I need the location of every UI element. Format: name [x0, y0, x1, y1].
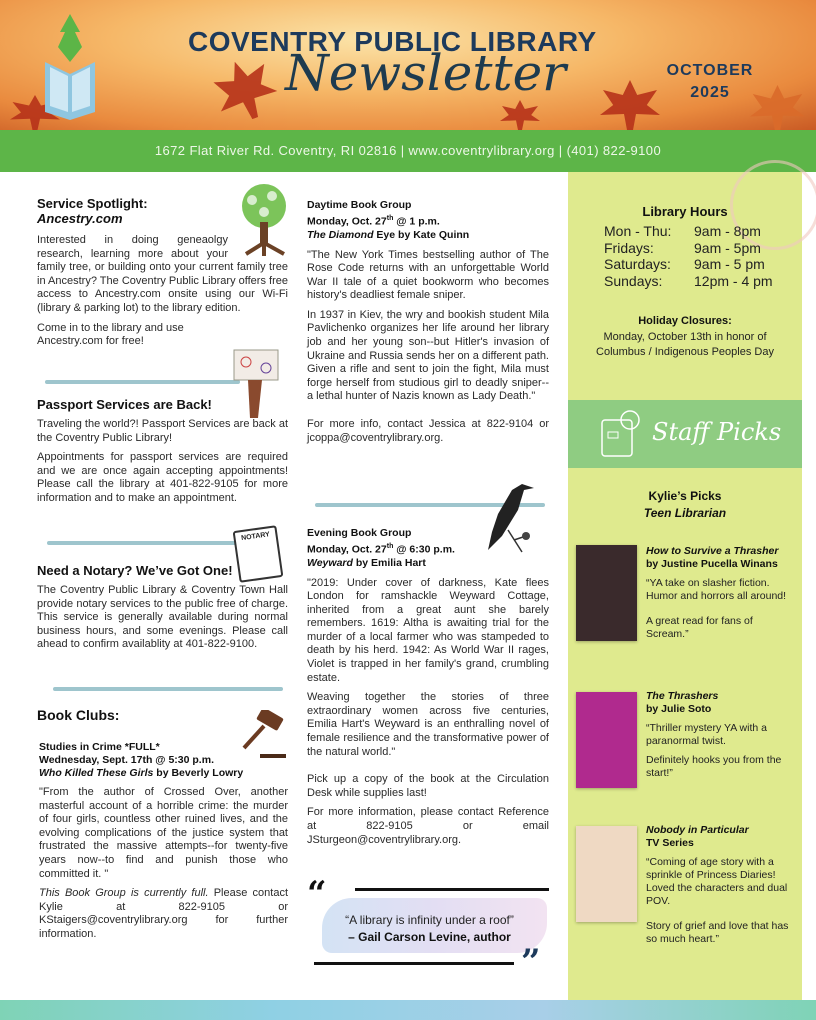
book-thumbs-up-icon	[600, 408, 644, 460]
pick-item	[646, 690, 796, 780]
hours-time: 9am - 5pm	[694, 239, 761, 256]
paragraph: Pick up a copy of the book at the Circulation Desk while supplies last!	[307, 773, 549, 799]
notary-icon: NOTARY	[233, 525, 284, 583]
hours-row	[604, 256, 773, 273]
leaf-decoration	[600, 80, 660, 130]
club-book	[39, 767, 288, 780]
hours-row	[604, 240, 773, 257]
book-title: Who Killed These Girls	[39, 767, 154, 779]
open-quote-icon: “	[307, 874, 327, 914]
passport-section	[37, 397, 288, 506]
book-clubs-section	[37, 707, 288, 942]
leaf-decoration	[207, 52, 284, 129]
paragraph	[39, 887, 288, 941]
library-name: COVENTRY PUBLIC LIBRARY	[188, 26, 597, 57]
quote-text: “A library is infinity under a roof”	[345, 913, 514, 927]
pick-title: The Thrashers	[646, 690, 719, 702]
issue-month: OCTOBER	[666, 62, 754, 79]
staff-picks-title: Staff Picks	[652, 418, 782, 446]
section-divider	[45, 380, 240, 384]
hours-table	[604, 223, 773, 289]
full-notice: This Book Group is currently full.	[39, 887, 209, 900]
pick-review: “YA take on slasher fiction. Humor and horrors all around!	[646, 577, 787, 602]
section-divider	[47, 541, 242, 545]
newsletter-script-title: Newsletter	[285, 44, 567, 102]
hours-row	[604, 273, 773, 290]
holiday-text: Monday, October 13th in honor of Columbus / Indigenous Peoples Day	[596, 330, 774, 358]
paragraph: Appointments for passport services are required and we are once again accepting appointments! Please call the library at 401-822-9105 for more information and to make an appointment.	[37, 451, 288, 504]
issue-year: 2025	[690, 84, 730, 101]
hours-day: Fridays:	[604, 239, 654, 256]
pick-item	[646, 545, 796, 641]
pick-review: Story of grief and love that has so much heart.”	[646, 920, 789, 945]
hours-time: 9am - 5 pm	[694, 256, 765, 272]
pick-review: “Coming of age story with a sprinkle of Princess Diaries! Loved the characters and dual POV.	[646, 856, 788, 907]
holiday-closures	[568, 314, 802, 361]
holiday-title: Holiday Closures:	[638, 315, 732, 327]
quote-block	[307, 874, 552, 982]
paragraph: "From the author of Crossed Over, another masterful account of a horrible crime: the murder of four girls, countless other ruined lives, and the evolving complications of the justice system that frustrated the massive attempts--for twenty-five years now--to find and punish those who committed it. "	[39, 786, 288, 880]
group-book	[307, 229, 549, 242]
paragraph: Weaving together the stories of three extraordinary women across five centuries, Emilia Hart's Weyward is an enthralling novel of female resilience and the transformative power of the natural world."	[307, 691, 549, 758]
pick-byline: TV Series	[646, 837, 694, 849]
paragraph: Interested in doing geneaolgy research, learning more about your family tree, or building onto your current family tree in Ancestry? The Coventry Public Library offers free access to Ancestry.com onsite using our Wi-Fi (library & parking lot) to the library edition.	[37, 234, 288, 314]
library-book-logo	[40, 12, 100, 122]
footer-strip	[0, 1000, 816, 1020]
group-date	[307, 540, 549, 557]
pick-review: Definitely hooks you from the start!”	[646, 754, 782, 779]
pick-title: How to Survive a Thrasher	[646, 545, 779, 557]
group-name: Daytime Book Group	[307, 199, 412, 211]
hours-title: Library Hours	[642, 204, 728, 219]
group-name: Evening Book Group	[307, 527, 412, 539]
pick-review: A great read for fans of Scream.”	[646, 615, 753, 640]
paragraph: The Coventry Public Library & Coventry Town Hall provide notary services to the public free of charge. This service is generally available during normal business hours, and some evenings. Please call ahead to confirm availablity at 401-822-9100.	[37, 584, 288, 651]
picker-heading	[568, 488, 802, 522]
section-title: Need a Notary? We’ve Got One!	[37, 563, 233, 578]
pick-title: Nobody in Particular	[646, 824, 749, 836]
book-title: Weyward	[307, 556, 353, 569]
paragraph: For more info, contact Jessica at 822-9104 or jcoppa@coventrylibrary.org.	[307, 418, 549, 444]
pick-byline: by Julie Soto	[646, 703, 712, 715]
hours-time: 12pm - 4 pm	[694, 272, 773, 289]
header-banner	[0, 0, 816, 130]
quote-rule	[314, 962, 514, 965]
book-author: Eye by Kate Quinn	[373, 228, 470, 241]
date: Monday, Oct. 27	[307, 543, 387, 556]
service-spotlight-section	[37, 196, 288, 349]
pick-byline: by Justine Pucella Winans	[646, 558, 778, 570]
leaf-decoration	[750, 85, 805, 130]
date-suffix: th	[386, 543, 394, 550]
date-suffix: th	[386, 215, 394, 222]
hours-day: Saturdays:	[604, 256, 671, 272]
quote-attribution: – Gail Carson Levine, author	[348, 930, 511, 944]
hours-day: Mon - Thu:	[604, 223, 672, 239]
section-title: Service Spotlight:	[37, 196, 148, 211]
close-quote-icon: ”	[521, 942, 541, 982]
family-tree-icon	[234, 182, 294, 258]
evening-book-group	[307, 527, 549, 847]
section-title: Passport Services are Back!	[37, 397, 212, 412]
picker-role: Teen Librarian	[643, 506, 727, 520]
book-cover	[576, 692, 637, 788]
quote-rule	[355, 888, 549, 891]
book-author: by Emilia Hart	[352, 556, 426, 569]
time: @ 6:30 p.m.	[393, 543, 455, 556]
hours-day: Sundays:	[604, 272, 663, 289]
paragraph: "The New York Times bestselling author of The Rose Code returns with an unforgettable World War II tale of a quiet bookworm who becomes history's deadliest female sniper.	[307, 248, 549, 302]
paragraph: In 1937 in Kiev, the wry and bookish student Mila Pavlichenko organizes her life around her library job and her young son--but Hitler's invasion of Ukraine and Russia sends her on a different path. Given a rifle and sent to join the fight, Mila must forge herself from studious girl to deadly sniper--a lethal hunter of Nazis known as Lady Death."	[307, 308, 549, 403]
section-subtitle: Ancestry.com	[37, 211, 123, 226]
club-name: Studies in Crime *FULL*	[39, 741, 160, 753]
section-divider	[53, 687, 283, 691]
date: Monday, Oct. 27	[307, 215, 387, 228]
paragraph: "2019: Under cover of darkness, Kate flees London for ramshackle Weyward Cottage, inherited from a great aunt she barely remembers. 1619: Altha is awaiting trial for the murder of a local farmer who was stampeded to death by his herd. 1942: As World War II rages, Violet is trapped in her family's grand, crumbling estate.	[307, 576, 549, 684]
paragraph: Traveling the world?! Passport Services are back at the Coventry Public Library!	[37, 418, 288, 444]
book-cover	[576, 545, 637, 641]
hours-time: 9am - 8pm	[694, 223, 761, 239]
group-date	[307, 212, 549, 229]
club-date: Wednesday, Sept. 17th @ 5:30 p.m.	[39, 754, 214, 766]
daytime-book-group	[307, 199, 549, 445]
notary-section	[37, 563, 288, 652]
book-cover	[576, 826, 637, 922]
paragraph: Come in to the library and use Ancestry.com for free!	[37, 321, 184, 348]
book-author: by Beverly Lowry	[153, 767, 244, 779]
leaf-decoration	[500, 100, 540, 130]
section-title: Book Clubs:	[37, 707, 120, 723]
book-title: The Diamond	[307, 228, 374, 241]
contact-text: Please contact Kylie at 822-9105 or KStaigers@coventrylibrary.org for further information.	[39, 887, 288, 940]
contact-bar: 1672 Flat River Rd. Coventry, RI 02816 | www.coventrylibrary.org | (401) 822-9100	[0, 130, 816, 172]
staff-picks-banner	[568, 400, 802, 468]
issue-date	[665, 60, 755, 104]
group-book	[307, 557, 549, 570]
pick-review: “Thriller mystery YA with a paranormal twist.	[646, 722, 767, 747]
hours-row	[604, 223, 773, 240]
time: @ 1 p.m.	[393, 215, 440, 228]
paragraph: For more information, please contact Reference at 822-9105 or email JSturgeon@coventrylibrary.org.	[307, 806, 549, 846]
pick-item	[646, 824, 796, 946]
picker-name: Kylie’s Picks	[648, 489, 722, 503]
